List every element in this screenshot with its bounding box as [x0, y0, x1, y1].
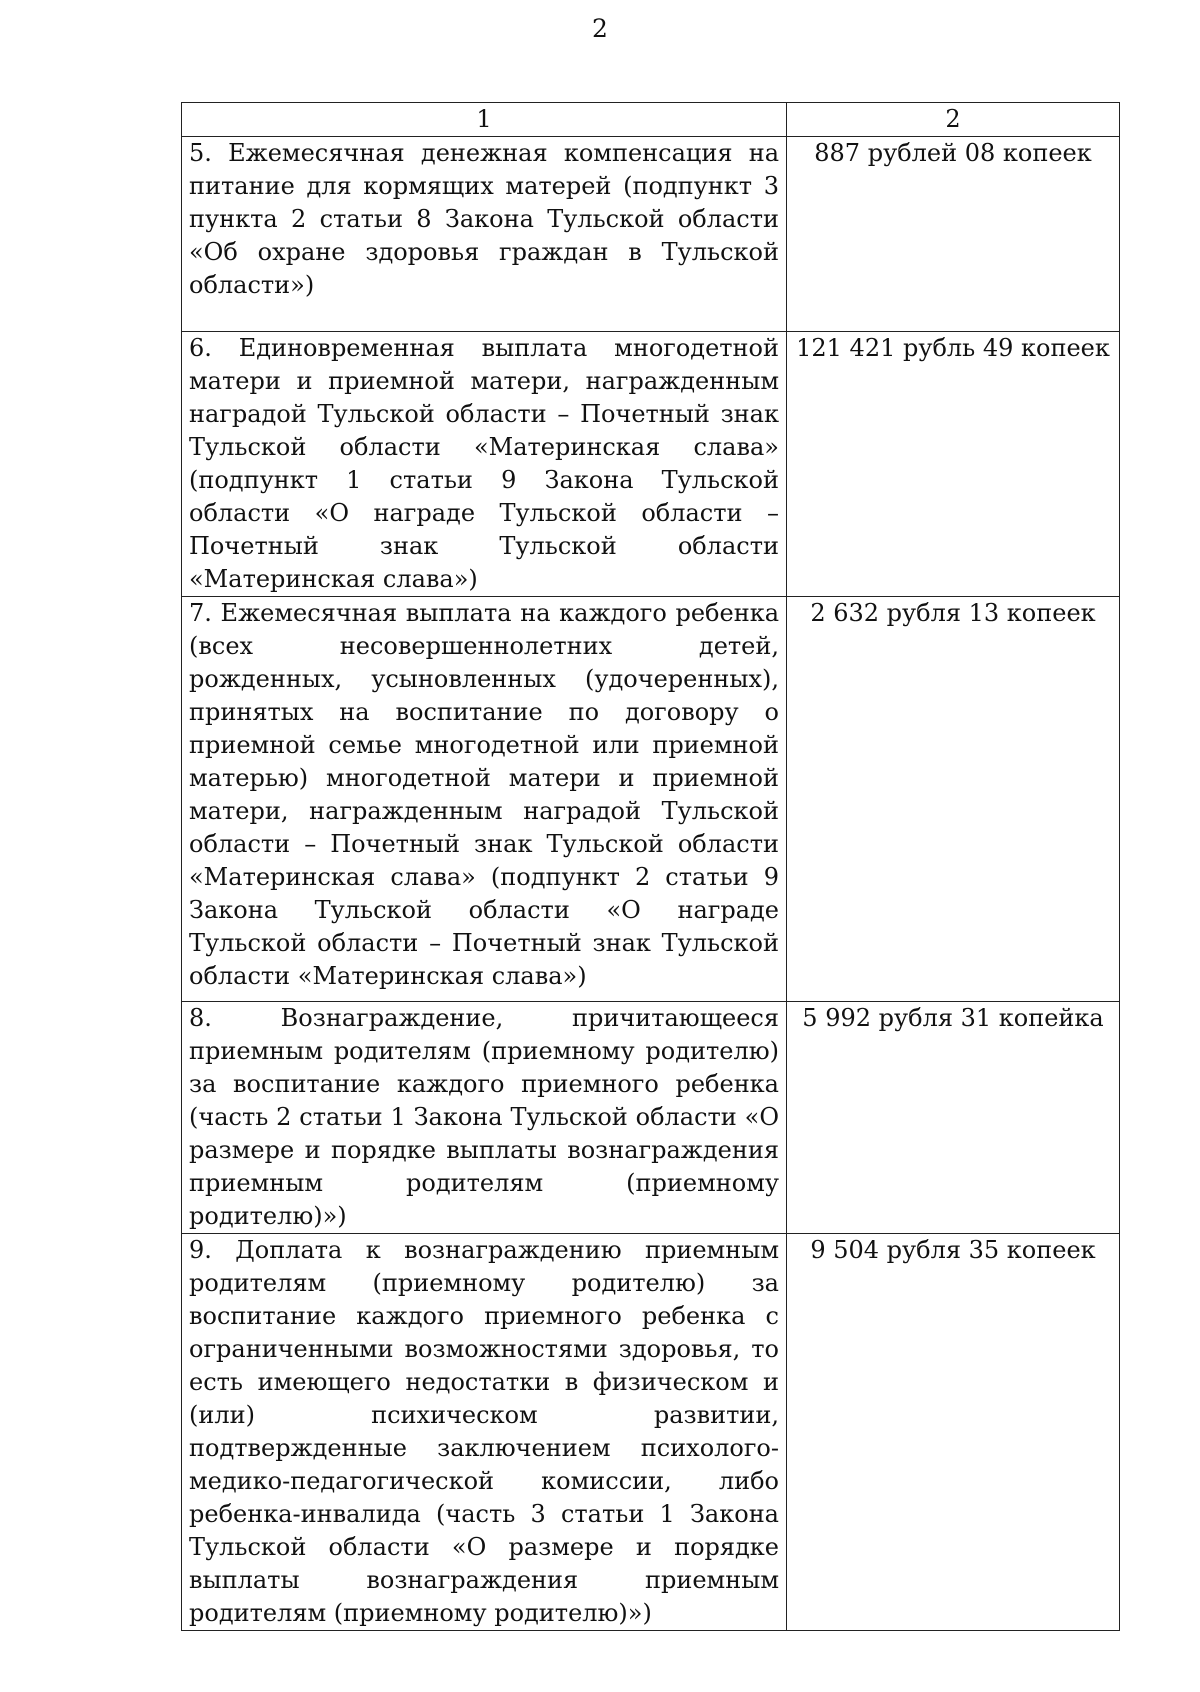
page-number: 2 [592, 14, 608, 43]
payment-description: 8. Вознаграждение, причитающееся приемным родителям (приемному родителю) за воспитание каждого приемного ребенка (часть 2 статьи 1 Закона Тульской области «О размере и порядке выплаты вознаграждения приемным родителям (приемному родителю)») [182, 1002, 787, 1234]
payment-description: 7. Ежемесячная выплата на каждого ребенка (всех несовершеннолетних детей, рожденных, усыновленных (удочеренных), принятых на воспитание по договору о приемной семье многодетной или приемной матерью) многодетной матери и приемной матери, награжденным наградой Тульской области – Почетный знак Тульской области «Материнская слава» (подпункт 2 статьи 9 Закона Тульской области «О награде Тульской области – Почетный знак Тульской области «Материнская слава») [182, 597, 787, 1002]
table-row [182, 1234, 1120, 1631]
payments-table [181, 102, 1120, 1631]
payment-amount: 5 992 рубля 31 копейка [787, 1002, 1120, 1234]
table-row [182, 137, 1120, 332]
table-row [182, 332, 1120, 597]
column-header-1: 1 [182, 103, 787, 137]
payment-amount: 9 504 рубля 35 копеек [787, 1234, 1120, 1631]
table-row [182, 597, 1120, 1002]
payment-description: 6. Единовременная выплата многодетной матери и приемной матери, награжденным наградой Тульской области – Почетный знак Тульской области «Материнская слава» (подпункт 1 статьи 9 Закона Тульской области «О награде Тульской области – Почетный знак Тульской области «Материнская слава») [182, 332, 787, 597]
payment-description: 5. Ежемесячная денежная компенсация на питание для кормящих матерей (подпункт 3 пункта 2 статьи 8 Закона Тульской области «Об охране здоровья граждан в Тульской области») [182, 137, 787, 332]
table-row [182, 1002, 1120, 1234]
payment-description: 9. Доплата к вознаграждению приемным родителям (приемному родителю) за воспитание каждого приемного ребенка с ограниченными возможностями здоровья, то есть имеющего недостатки в физическом и (или) психическом развитии, подтвержденные заключением психолого-медико-педагогической комиссии, либо ребенка-инвалида (часть 3 статьи 1 Закона Тульской области «О размере и порядке выплаты вознаграждения приемным родителям (приемному родителю)») [182, 1234, 787, 1631]
column-header-2: 2 [787, 103, 1120, 137]
payment-amount: 887 рублей 08 копеек [787, 137, 1120, 332]
payment-amount: 2 632 рубля 13 копеек [787, 597, 1120, 1002]
payment-amount: 121 421 рубль 49 копеек [787, 332, 1120, 597]
table-header-row [182, 103, 1120, 137]
